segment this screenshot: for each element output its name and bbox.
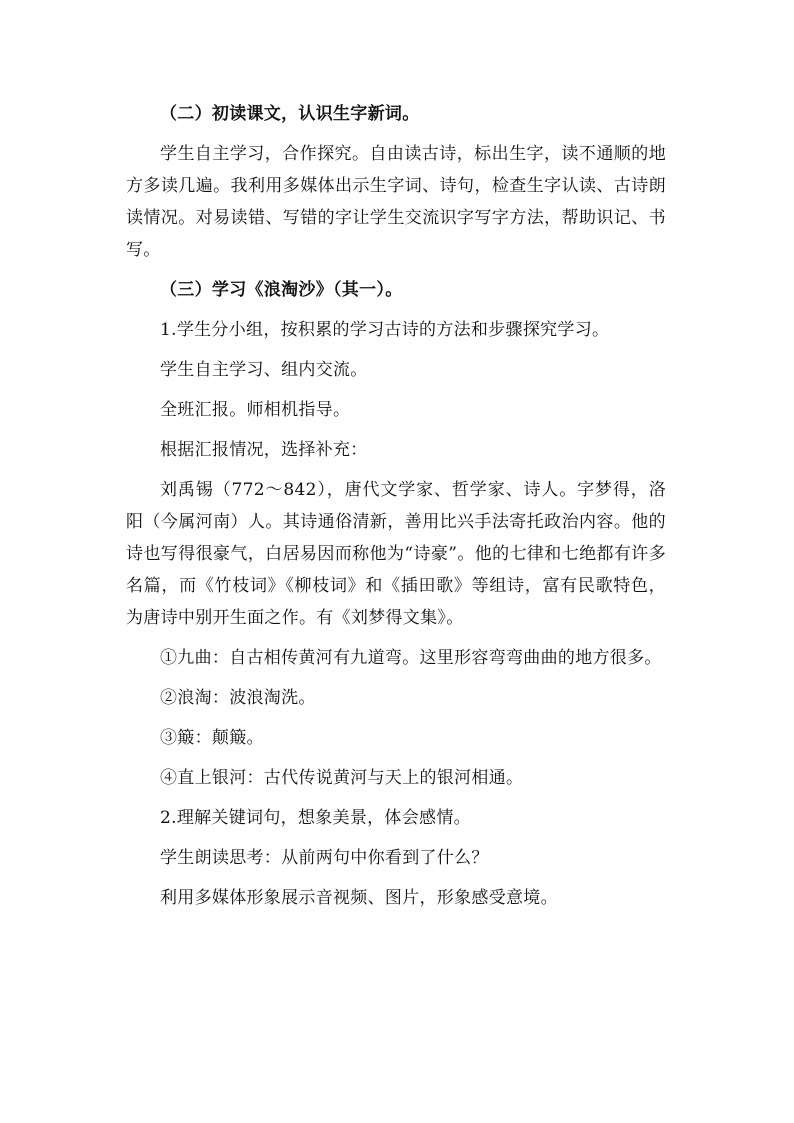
step-1: 1.学生分小组，按积累的学习古诗的方法和步骤探究学习。 xyxy=(160,320,610,340)
author-introduction: 刘禹锡（772～842），唐代文学家、哲学家、诗人。字梦得，洛阳（今属河南）人。其诗通俗清新，善用比兴手法寄托政治内容。他的诗也写得很豪气，白居易因而称他为“诗豪”。他的七律和七绝都有许多名篇，而《竹枝词》《柳枝词》和《插田歌》等组诗，富有民歌特色，为唐诗中别开生面之作。有《刘梦得文集》。 xyxy=(126,480,666,628)
step-2-multimedia: 利用多媒体形象展示音视频、图片，形象感受意境。 xyxy=(160,888,558,908)
step-1-class-report: 全班汇报。师相机指导。 xyxy=(160,400,351,420)
note-langtao: ②浪淘：波浪淘洗。 xyxy=(160,688,316,708)
step-1-self-study: 学生自主学习、组内交流。 xyxy=(160,360,368,380)
step-2-question: 学生朗读思考：从前两句中你看到了什么？ xyxy=(160,848,489,868)
step-2: 2.理解关键词句，想象美景，体会感情。 xyxy=(160,808,471,828)
step-1-supplement: 根据汇报情况，选择补充： xyxy=(160,440,368,460)
note-yinhe: ④直上银河：古代传说黄河与天上的银河相通。 xyxy=(160,768,524,788)
document-body xyxy=(126,98,666,922)
paragraph-reading-intro: 学生自主学习，合作探究。自由读古诗，标出生字，读不通顺的地方多读几遍。我利用多媒体出示生字词、诗句，检查生字认读、古诗朗读情况。对易读错、写错的字让学生交流识字写字方法，帮助识记、书写。 xyxy=(126,144,666,260)
section-heading-2: （二）初读课文，认识生字新词。 xyxy=(160,104,420,124)
note-jiuqu: ①九曲：自古相传黄河有九道弯。这里形容弯弯曲曲的地方很多。 xyxy=(160,648,662,668)
note-bo: ③簸：颠簸。 xyxy=(160,728,264,748)
section-heading-3: （三）学习《浪淘沙》（其一）。 xyxy=(160,280,403,300)
